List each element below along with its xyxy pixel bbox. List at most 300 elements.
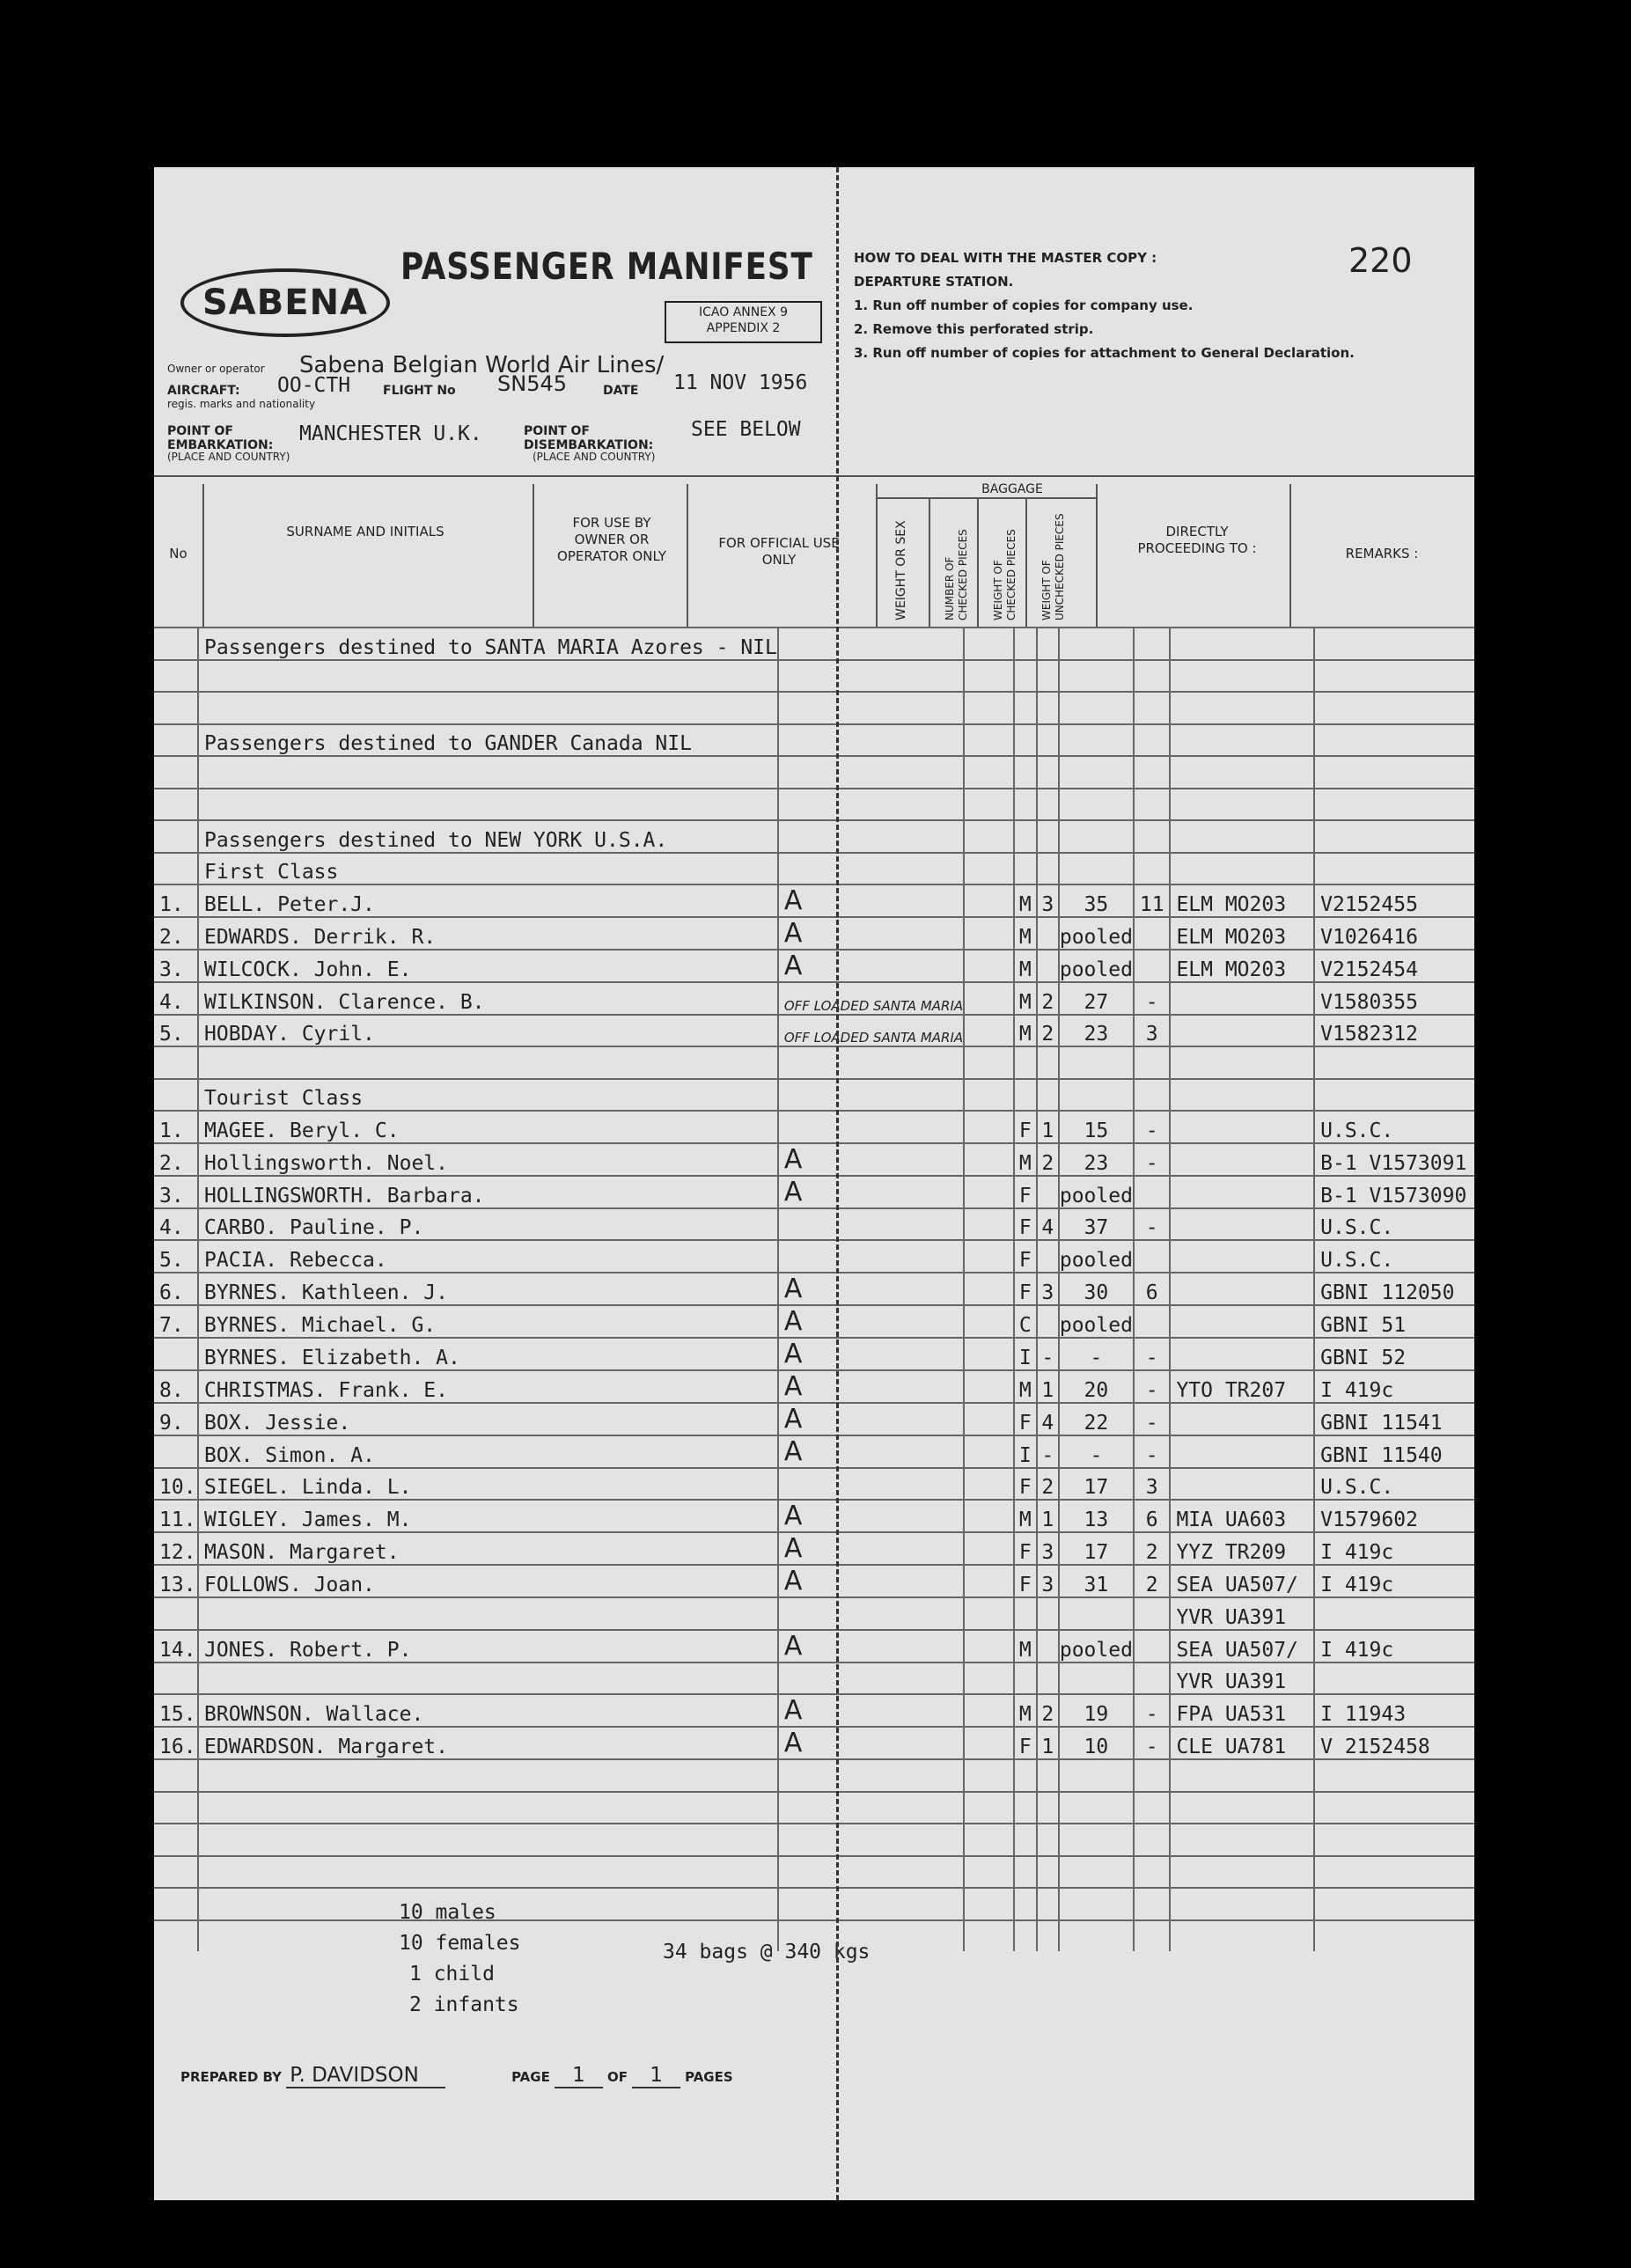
passenger-name: HOBDAY. Cyril. bbox=[198, 1015, 778, 1047]
remarks bbox=[1314, 1824, 1474, 1856]
official-use bbox=[964, 1079, 1014, 1112]
row-number bbox=[154, 1435, 198, 1468]
owner-value: Sabena Belgian World Air Lines/ bbox=[299, 352, 665, 378]
table-row bbox=[154, 1111, 1474, 1143]
flight-value: SN545 bbox=[497, 371, 567, 396]
row-number bbox=[154, 1338, 198, 1370]
checked-pieces: 3 bbox=[1037, 1532, 1059, 1565]
destination bbox=[1170, 1305, 1314, 1338]
table-row bbox=[154, 724, 1474, 757]
of-value: 1 bbox=[632, 2064, 680, 2088]
remarks: I 419c bbox=[1314, 1565, 1474, 1597]
row-number bbox=[154, 1597, 198, 1630]
unchecked-weight: - bbox=[1134, 1208, 1170, 1241]
checked-weight: 35 bbox=[1059, 884, 1134, 917]
table-row bbox=[154, 1727, 1474, 1759]
unchecked-weight bbox=[1134, 1920, 1170, 1952]
unchecked-weight bbox=[1134, 1792, 1170, 1824]
checked-pieces: - bbox=[1037, 1338, 1059, 1370]
unchecked-weight bbox=[1134, 628, 1170, 660]
col-baggage-header: BAGGAGE bbox=[981, 482, 1043, 496]
passenger-name bbox=[198, 1856, 778, 1889]
passenger-name: Tourist Class bbox=[198, 1079, 778, 1112]
destination bbox=[1170, 1015, 1314, 1047]
checked-weight: 17 bbox=[1059, 1532, 1134, 1565]
destination bbox=[1170, 1111, 1314, 1143]
destination bbox=[1170, 1759, 1314, 1792]
row-number: 3. bbox=[154, 950, 198, 982]
destination: YTO TR207 bbox=[1170, 1370, 1314, 1403]
operator-mark: A bbox=[778, 1370, 964, 1403]
passenger-name: BOX. Simon. A. bbox=[198, 1435, 778, 1468]
passenger-name: First Class bbox=[198, 853, 778, 885]
destination bbox=[1170, 660, 1314, 693]
checked-weight: 13 bbox=[1059, 1500, 1134, 1532]
remarks: V1026416 bbox=[1314, 917, 1474, 950]
passenger-name: BYRNES. Michael. G. bbox=[198, 1305, 778, 1338]
sex: F bbox=[1014, 1273, 1037, 1305]
row-number bbox=[154, 820, 198, 853]
sex bbox=[1014, 1079, 1037, 1112]
official-use bbox=[964, 1920, 1014, 1952]
remarks: V 2152458 bbox=[1314, 1727, 1474, 1759]
row-number bbox=[154, 1079, 198, 1112]
official-use bbox=[964, 1143, 1014, 1176]
summary-females: 10 females bbox=[399, 1932, 521, 1955]
destination bbox=[1170, 1888, 1314, 1920]
row-number: 8. bbox=[154, 1370, 198, 1403]
table-row bbox=[154, 692, 1474, 724]
checked-weight bbox=[1059, 1824, 1134, 1856]
operator-mark: A bbox=[778, 1532, 964, 1565]
checked-pieces bbox=[1037, 950, 1059, 982]
passenger-name: Passengers destined to NEW YORK U.S.A. bbox=[198, 820, 778, 853]
sex bbox=[1014, 1662, 1037, 1695]
remarks: GBNI 52 bbox=[1314, 1338, 1474, 1370]
passenger-name: Passengers destined to SANTA MARIA Azores - NIL bbox=[198, 628, 778, 660]
passenger-name: BROWNSON. Wallace. bbox=[198, 1694, 778, 1727]
unchecked-weight: - bbox=[1134, 1143, 1170, 1176]
checked-weight bbox=[1059, 1759, 1134, 1792]
disembark-label: POINT OF DISEMBARKATION: bbox=[524, 424, 654, 452]
operator-mark: A bbox=[778, 1565, 964, 1597]
unchecked-weight bbox=[1134, 1662, 1170, 1695]
checked-weight: 20 bbox=[1059, 1370, 1134, 1403]
passenger-name bbox=[198, 1824, 778, 1856]
unchecked-weight bbox=[1134, 820, 1170, 853]
page-number: 220 bbox=[1348, 241, 1413, 280]
checked-weight bbox=[1059, 1888, 1134, 1920]
official-use bbox=[964, 756, 1014, 789]
operator-mark bbox=[778, 1111, 964, 1143]
unchecked-weight bbox=[1134, 1305, 1170, 1338]
checked-weight: 10 bbox=[1059, 1727, 1134, 1759]
col-unchecked-weight-header: WEIGHT OF UNCHECKED PIECES bbox=[1040, 513, 1066, 620]
sex: F bbox=[1014, 1403, 1037, 1435]
passenger-name bbox=[198, 789, 778, 821]
sex: M bbox=[1014, 950, 1037, 982]
destination bbox=[1170, 1824, 1314, 1856]
official-use bbox=[964, 724, 1014, 757]
table-row bbox=[154, 1856, 1474, 1889]
sex bbox=[1014, 1920, 1037, 1952]
passenger-name: EDWARDS. Derrik. R. bbox=[198, 917, 778, 950]
remarks bbox=[1314, 1759, 1474, 1792]
divider bbox=[202, 484, 204, 627]
manifest-sheet bbox=[154, 167, 1474, 2200]
operator-mark bbox=[778, 692, 964, 724]
col-proceeding-header: DIRECTLY PROCEEDING TO : bbox=[1137, 524, 1257, 556]
destination bbox=[1170, 628, 1314, 660]
passenger-name: MAGEE. Beryl. C. bbox=[198, 1111, 778, 1143]
official-use bbox=[964, 1856, 1014, 1889]
passenger-name: WILCOCK. John. E. bbox=[198, 950, 778, 982]
remarks bbox=[1314, 1597, 1474, 1630]
checked-pieces bbox=[1037, 1240, 1059, 1273]
checked-weight bbox=[1059, 1662, 1134, 1695]
checked-pieces bbox=[1037, 628, 1059, 660]
table-row bbox=[154, 917, 1474, 950]
operator-mark: A bbox=[778, 1727, 964, 1759]
official-use bbox=[964, 884, 1014, 917]
unchecked-weight: - bbox=[1134, 1727, 1170, 1759]
checked-pieces: 1 bbox=[1037, 1727, 1059, 1759]
destination bbox=[1170, 1338, 1314, 1370]
col-checked-pieces-header: NUMBER OF CHECKED PIECES bbox=[944, 529, 969, 620]
destination bbox=[1170, 1176, 1314, 1208]
destination bbox=[1170, 1403, 1314, 1435]
passenger-name: SIEGEL. Linda. L. bbox=[198, 1468, 778, 1501]
sex: M bbox=[1014, 1694, 1037, 1727]
remarks: GBNI 11541 bbox=[1314, 1403, 1474, 1435]
col-no-header: No bbox=[169, 546, 187, 561]
sex bbox=[1014, 1888, 1037, 1920]
official-use bbox=[964, 692, 1014, 724]
operator-mark: A bbox=[778, 1435, 964, 1468]
destination: SEA UA507/ bbox=[1170, 1630, 1314, 1662]
row-number: 10. bbox=[154, 1468, 198, 1501]
operator-mark: A bbox=[778, 1305, 964, 1338]
passenger-name bbox=[198, 1046, 778, 1079]
official-use bbox=[964, 1305, 1014, 1338]
unchecked-weight bbox=[1134, 1759, 1170, 1792]
unchecked-weight bbox=[1134, 1856, 1170, 1889]
sex: M bbox=[1014, 1630, 1037, 1662]
checked-weight bbox=[1059, 692, 1134, 724]
passenger-name bbox=[198, 660, 778, 693]
remarks bbox=[1314, 756, 1474, 789]
sex bbox=[1014, 1824, 1037, 1856]
destination: MIA UA603 bbox=[1170, 1500, 1314, 1532]
operator-mark: OFF LOADED SANTA MARIA bbox=[778, 982, 964, 1015]
sex bbox=[1014, 756, 1037, 789]
unchecked-weight bbox=[1134, 1630, 1170, 1662]
table-row bbox=[154, 1370, 1474, 1403]
table-row bbox=[154, 1305, 1474, 1338]
checked-weight bbox=[1059, 1920, 1134, 1952]
remarks bbox=[1314, 1888, 1474, 1920]
checked-pieces: 2 bbox=[1037, 982, 1059, 1015]
remarks: I 419c bbox=[1314, 1370, 1474, 1403]
operator-mark bbox=[778, 1759, 964, 1792]
operator-mark bbox=[778, 853, 964, 885]
unchecked-weight bbox=[1134, 1240, 1170, 1273]
destination: YVR UA391 bbox=[1170, 1662, 1314, 1695]
table-row bbox=[154, 982, 1474, 1015]
sex: I bbox=[1014, 1338, 1037, 1370]
sex: F bbox=[1014, 1532, 1037, 1565]
checked-weight: pooled bbox=[1059, 1176, 1134, 1208]
row-number: 1. bbox=[154, 1111, 198, 1143]
checked-weight: - bbox=[1059, 1338, 1134, 1370]
date-label: DATE bbox=[603, 384, 639, 398]
destination bbox=[1170, 1240, 1314, 1273]
remarks bbox=[1314, 853, 1474, 885]
disembark-value: SEE BELOW bbox=[691, 418, 801, 441]
passenger-name bbox=[198, 692, 778, 724]
checked-weight: 30 bbox=[1059, 1273, 1134, 1305]
checked-weight: pooled bbox=[1059, 1240, 1134, 1273]
prepared-by-value: P. DAVIDSON bbox=[286, 2064, 445, 2088]
checked-weight: 23 bbox=[1059, 1143, 1134, 1176]
instruction-line: 3. Run off number of copies for attachment to General Declaration. bbox=[854, 345, 1355, 361]
passenger-name: HOLLINGSWORTH. Barbara. bbox=[198, 1176, 778, 1208]
table-row bbox=[154, 1273, 1474, 1305]
table-row bbox=[154, 1565, 1474, 1597]
remarks: U.S.C. bbox=[1314, 1208, 1474, 1241]
aircraft-label: AIRCRAFT: bbox=[167, 384, 240, 398]
table-row bbox=[154, 756, 1474, 789]
unchecked-weight bbox=[1134, 1824, 1170, 1856]
destination bbox=[1170, 1046, 1314, 1079]
divider bbox=[977, 497, 979, 627]
row-number bbox=[154, 1046, 198, 1079]
operator-mark: A bbox=[778, 1176, 964, 1208]
table-row bbox=[154, 1079, 1474, 1112]
checked-weight bbox=[1059, 853, 1134, 885]
official-use bbox=[964, 853, 1014, 885]
passenger-name bbox=[198, 1597, 778, 1630]
checked-pieces: 1 bbox=[1037, 1500, 1059, 1532]
official-use bbox=[964, 1500, 1014, 1532]
passenger-name: BYRNES. Elizabeth. A. bbox=[198, 1338, 778, 1370]
destination: SEA UA507/ bbox=[1170, 1565, 1314, 1597]
unchecked-weight: - bbox=[1134, 1694, 1170, 1727]
passenger-name: Hollingsworth. Noel. bbox=[198, 1143, 778, 1176]
disembark-sub: (PLACE AND COUNTRY) bbox=[533, 451, 656, 463]
divider bbox=[687, 484, 688, 627]
official-use bbox=[964, 1015, 1014, 1047]
destination: CLE UA781 bbox=[1170, 1727, 1314, 1759]
icao-line-1: ICAO ANNEX 9 bbox=[698, 305, 789, 319]
passenger-name: WILKINSON. Clarence. B. bbox=[198, 982, 778, 1015]
table-row bbox=[154, 1759, 1474, 1792]
official-use bbox=[964, 1338, 1014, 1370]
unchecked-weight: 3 bbox=[1134, 1468, 1170, 1501]
remarks: U.S.C. bbox=[1314, 1111, 1474, 1143]
operator-mark: A bbox=[778, 1338, 964, 1370]
table-row bbox=[154, 1015, 1474, 1047]
divider bbox=[929, 497, 930, 627]
row-number bbox=[154, 756, 198, 789]
checked-weight bbox=[1059, 1079, 1134, 1112]
instruction-line: 1. Run off number of copies for company use. bbox=[854, 297, 1194, 313]
row-number bbox=[154, 1759, 198, 1792]
remarks: V2152454 bbox=[1314, 950, 1474, 982]
row-number bbox=[154, 660, 198, 693]
row-number: 5. bbox=[154, 1240, 198, 1273]
official-use bbox=[964, 1759, 1014, 1792]
official-use bbox=[964, 1273, 1014, 1305]
row-number bbox=[154, 692, 198, 724]
perforated-strip bbox=[836, 167, 839, 2200]
checked-weight bbox=[1059, 1597, 1134, 1630]
sex: I bbox=[1014, 1435, 1037, 1468]
remarks: I 11943 bbox=[1314, 1694, 1474, 1727]
operator-mark: A bbox=[778, 917, 964, 950]
row-number: 16. bbox=[154, 1727, 198, 1759]
destination bbox=[1170, 820, 1314, 853]
summary-infants: 2 infants bbox=[409, 1993, 519, 2016]
operator-mark bbox=[778, 1597, 964, 1630]
destination bbox=[1170, 756, 1314, 789]
passenger-name: JONES. Robert. P. bbox=[198, 1630, 778, 1662]
destination bbox=[1170, 1143, 1314, 1176]
of-label: OF bbox=[606, 2069, 628, 2085]
passenger-name bbox=[198, 1792, 778, 1824]
checked-pieces bbox=[1037, 1920, 1059, 1952]
row-number: 15. bbox=[154, 1694, 198, 1727]
operator-mark: A bbox=[778, 1143, 964, 1176]
checked-pieces bbox=[1037, 1824, 1059, 1856]
checked-pieces bbox=[1037, 1305, 1059, 1338]
sex: M bbox=[1014, 1370, 1037, 1403]
operator-mark bbox=[778, 628, 964, 660]
page-label: PAGE bbox=[511, 2069, 550, 2085]
checked-weight bbox=[1059, 1792, 1134, 1824]
checked-weight bbox=[1059, 756, 1134, 789]
destination: YYZ TR209 bbox=[1170, 1532, 1314, 1565]
prepared-by-label: PREPARED BY bbox=[180, 2069, 282, 2085]
sex: F bbox=[1014, 1727, 1037, 1759]
operator-mark bbox=[778, 1792, 964, 1824]
destination bbox=[1170, 1435, 1314, 1468]
unchecked-weight bbox=[1134, 1079, 1170, 1112]
aircraft-note: regis. marks and nationality bbox=[167, 398, 316, 410]
passenger-name: BYRNES. Kathleen. J. bbox=[198, 1273, 778, 1305]
sex bbox=[1014, 1046, 1037, 1079]
official-use bbox=[964, 1370, 1014, 1403]
official-use bbox=[964, 1727, 1014, 1759]
unchecked-weight bbox=[1134, 917, 1170, 950]
table-row bbox=[154, 1500, 1474, 1532]
remarks: V1579602 bbox=[1314, 1500, 1474, 1532]
table-row bbox=[154, 1240, 1474, 1273]
unchecked-weight bbox=[1134, 1888, 1170, 1920]
table-row bbox=[154, 853, 1474, 885]
remarks bbox=[1314, 1792, 1474, 1824]
destination: ELM MO203 bbox=[1170, 950, 1314, 982]
official-use bbox=[964, 1403, 1014, 1435]
prepared-by-row bbox=[180, 2064, 733, 2087]
operator-mark bbox=[778, 789, 964, 821]
passenger-name: BELL. Peter.J. bbox=[198, 884, 778, 917]
operator-mark: A bbox=[778, 1273, 964, 1305]
checked-weight bbox=[1059, 628, 1134, 660]
remarks bbox=[1314, 820, 1474, 853]
passenger-name: Passengers destined to GANDER Canada NIL bbox=[198, 724, 778, 757]
operator-mark: A bbox=[778, 1403, 964, 1435]
operator-mark: A bbox=[778, 1500, 964, 1532]
row-number: 6. bbox=[154, 1273, 198, 1305]
remarks bbox=[1314, 1079, 1474, 1112]
official-use bbox=[964, 820, 1014, 853]
unchecked-weight bbox=[1134, 1176, 1170, 1208]
table-row bbox=[154, 628, 1474, 660]
unchecked-weight: 6 bbox=[1134, 1500, 1170, 1532]
checked-pieces bbox=[1037, 1662, 1059, 1695]
checked-pieces bbox=[1037, 853, 1059, 885]
sex bbox=[1014, 692, 1037, 724]
checked-pieces bbox=[1037, 789, 1059, 821]
checked-weight: 22 bbox=[1059, 1403, 1134, 1435]
summary-child: 1 child bbox=[409, 1963, 495, 1985]
checked-pieces bbox=[1037, 1888, 1059, 1920]
sex bbox=[1014, 1597, 1037, 1630]
col-official-use-header: FOR OFFICIAL USE ONLY bbox=[718, 535, 840, 568]
passenger-name: CHRISTMAS. Frank. E. bbox=[198, 1370, 778, 1403]
row-number bbox=[154, 724, 198, 757]
unchecked-weight bbox=[1134, 950, 1170, 982]
operator-mark: A bbox=[778, 950, 964, 982]
row-number: 4. bbox=[154, 1208, 198, 1241]
table-row bbox=[154, 660, 1474, 693]
sex: F bbox=[1014, 1176, 1037, 1208]
destination: ELM MO203 bbox=[1170, 917, 1314, 950]
checked-pieces bbox=[1037, 1792, 1059, 1824]
table-row bbox=[154, 1208, 1474, 1241]
unchecked-weight: - bbox=[1134, 1338, 1170, 1370]
instruction-line: HOW TO DEAL WITH THE MASTER COPY : bbox=[854, 250, 1157, 266]
divider bbox=[1289, 484, 1291, 627]
row-number bbox=[154, 1824, 198, 1856]
table-row bbox=[154, 1532, 1474, 1565]
official-use bbox=[964, 789, 1014, 821]
embark-sub: (PLACE AND COUNTRY) bbox=[167, 451, 290, 463]
remarks bbox=[1314, 789, 1474, 821]
divider bbox=[533, 484, 534, 627]
table-row bbox=[154, 1662, 1474, 1695]
row-number: 12. bbox=[154, 1532, 198, 1565]
passenger-name: FOLLOWS. Joan. bbox=[198, 1565, 778, 1597]
sex: F bbox=[1014, 1208, 1037, 1241]
remarks bbox=[1314, 628, 1474, 660]
remarks bbox=[1314, 1856, 1474, 1889]
operator-mark bbox=[778, 1079, 964, 1112]
checked-weight bbox=[1059, 660, 1134, 693]
remarks: I 419c bbox=[1314, 1630, 1474, 1662]
divider bbox=[1096, 484, 1098, 627]
table-row bbox=[154, 820, 1474, 853]
table-row bbox=[154, 1888, 1474, 1920]
remarks: I 419c bbox=[1314, 1532, 1474, 1565]
remarks bbox=[1314, 660, 1474, 693]
sex: M bbox=[1014, 884, 1037, 917]
checked-pieces bbox=[1037, 917, 1059, 950]
sabena-logo: SABENA bbox=[180, 268, 390, 337]
destination bbox=[1170, 1208, 1314, 1241]
checked-weight: 15 bbox=[1059, 1111, 1134, 1143]
